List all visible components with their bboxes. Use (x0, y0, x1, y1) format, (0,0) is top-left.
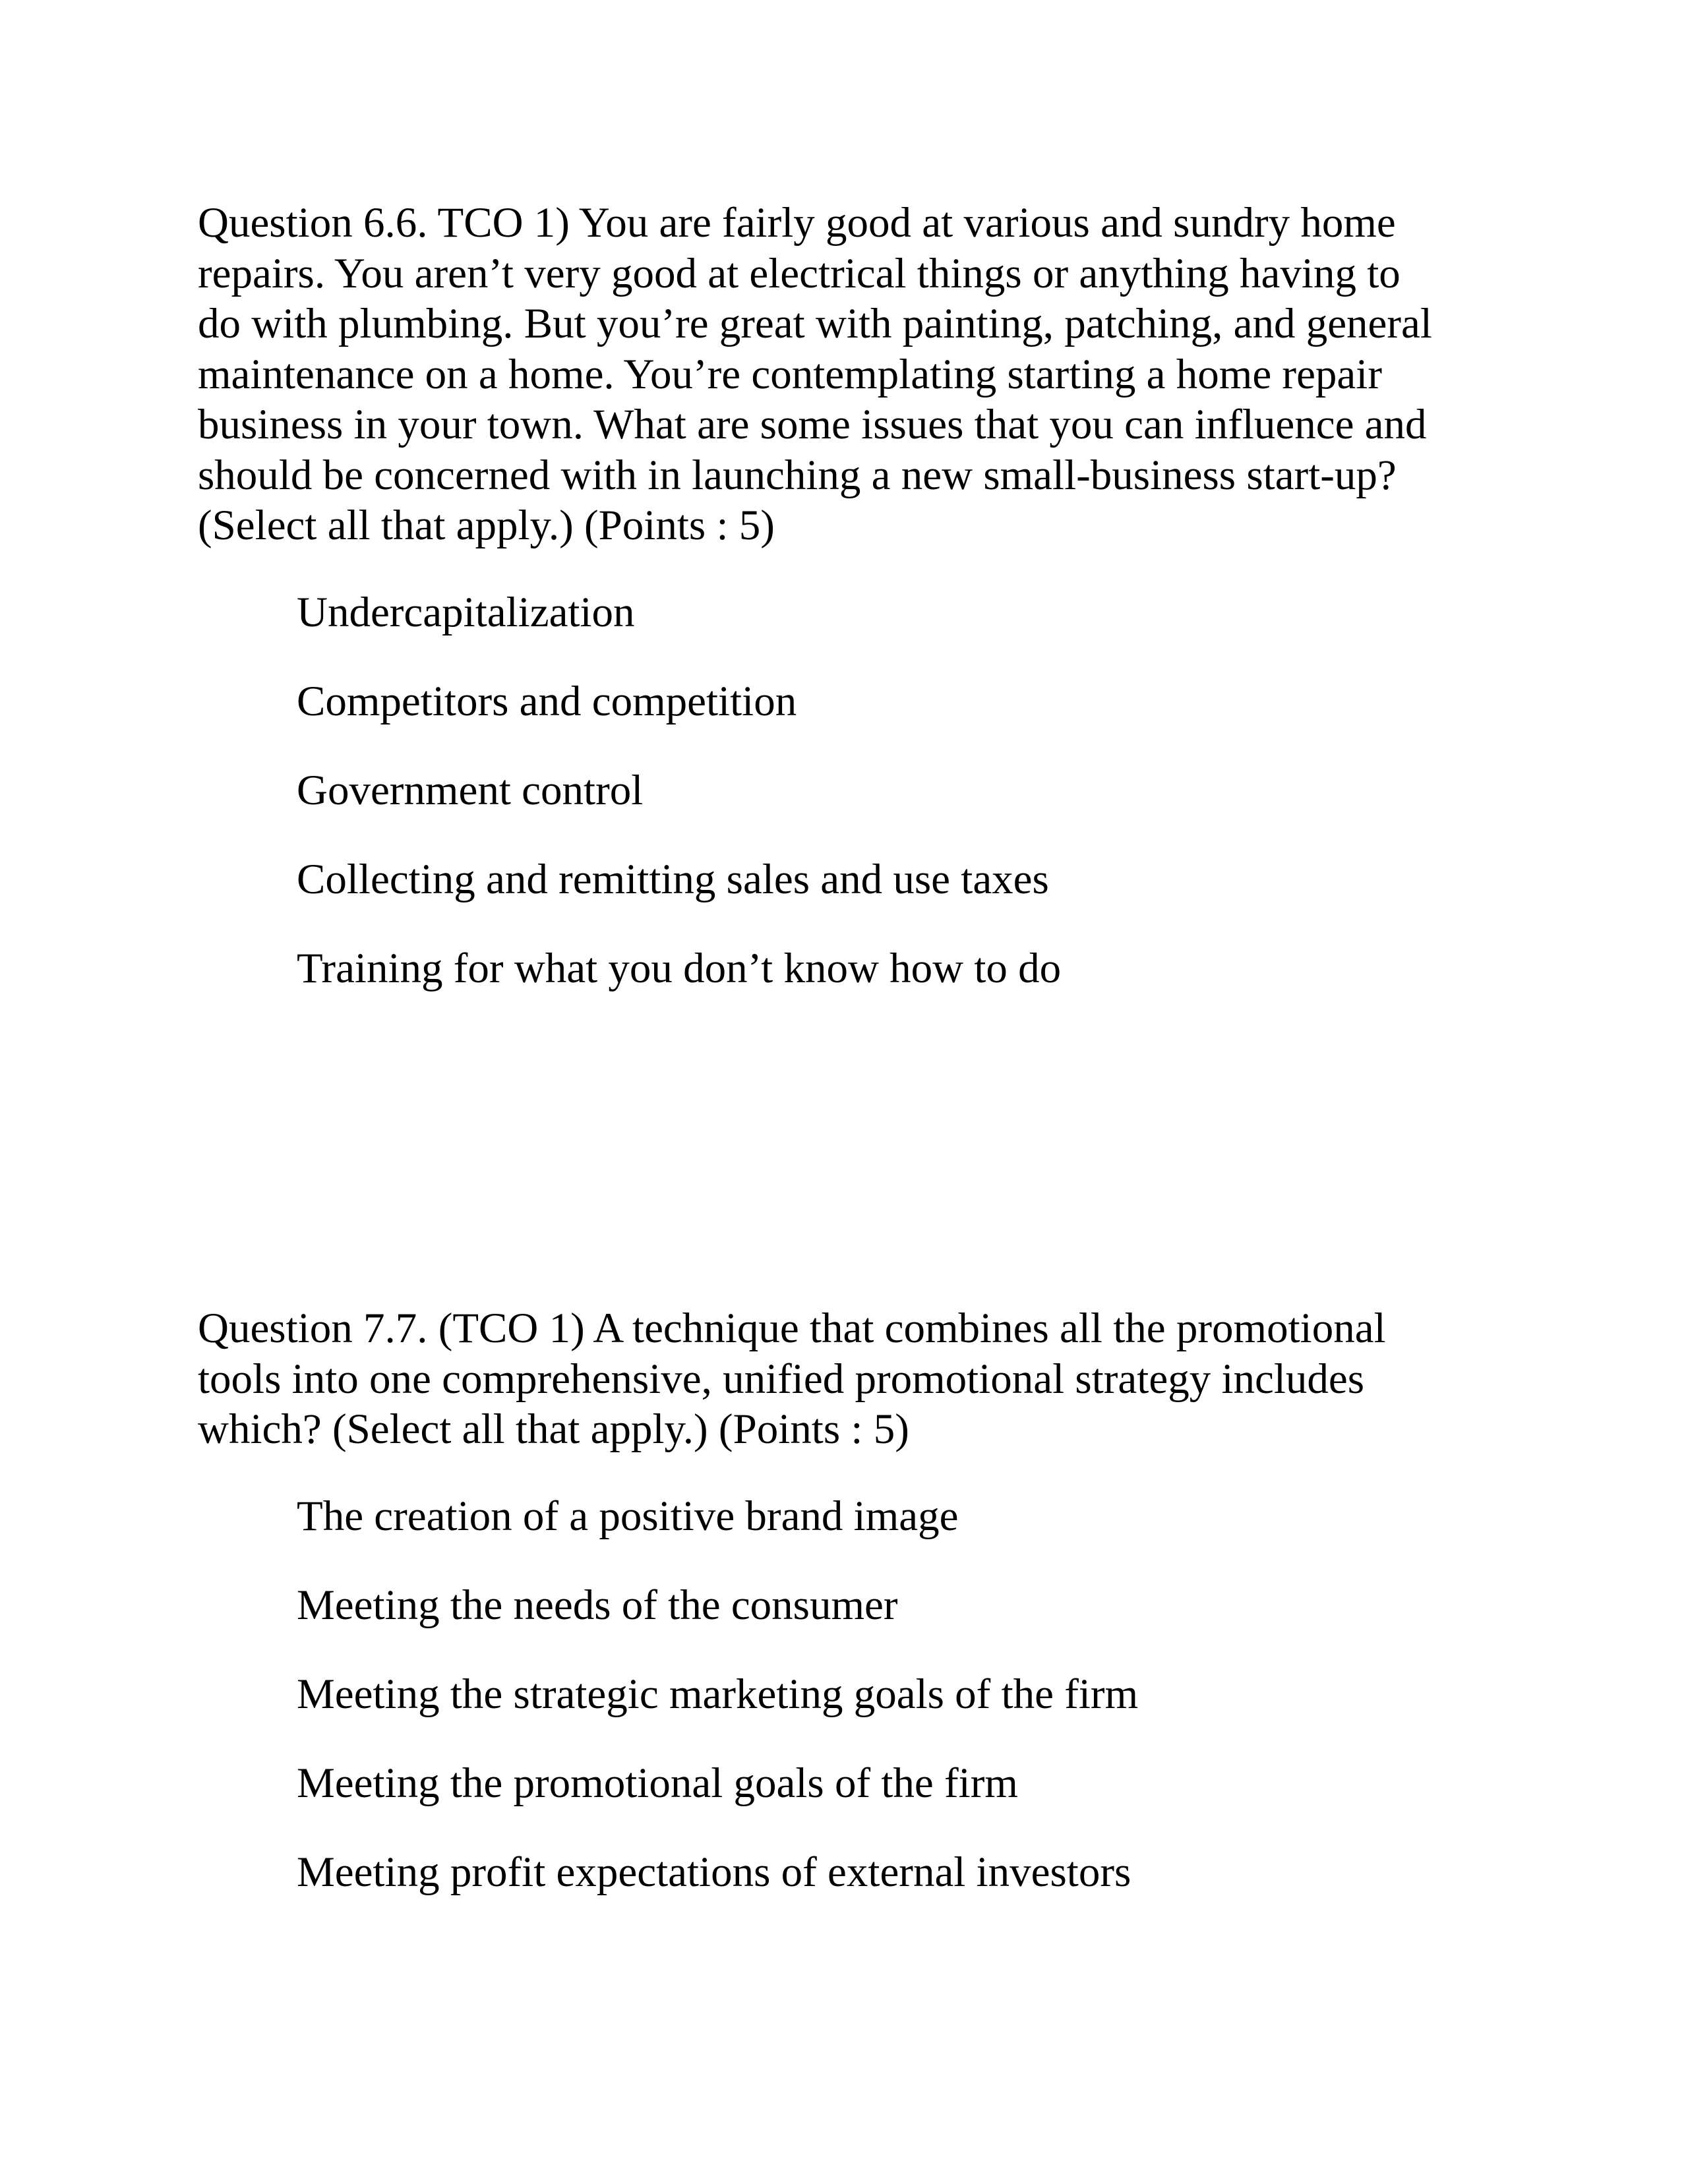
option-government-control: Government control (297, 766, 644, 814)
option-promotional-goals: Meeting the promotional goals of the firm (297, 1759, 1018, 1807)
question-7-7-prompt: Question 7.7. (TCO 1) A technique that combines all the promotional tools into one comprehensive, unified promotional strategy includes which? (Select all that apply.) (Points : 5) (198, 1305, 1386, 1453)
option-undercapitalization: Undercapitalization (297, 588, 635, 636)
option-sales-and-use-taxes: Collecting and remitting sales and use taxes (297, 855, 1049, 903)
question-6-6-prompt: Question 6.6. TCO 1) You are fairly good at various and sundry home repairs. You aren’t very good at electrical things or anything having to do with plumbing. But you’re great with painting, patching, and general maintenance on a home. You’re contemplating starting a home repair business in your town. What are some issues that you can influence and should be concerned with in launching a new small-business start-up? (Select all that apply.) (Points : 5) (198, 199, 1432, 549)
question-6-6 (198, 198, 1490, 993)
question-6-6-options (198, 587, 1490, 993)
option-competitors-and-competition: Competitors and competition (297, 677, 797, 725)
option-profit-expectations: Meeting profit expectations of external investors (297, 1848, 1131, 1896)
question-7-7 (198, 1303, 1490, 1897)
option-training: Training for what you don’t know how to do (297, 944, 1062, 992)
question-7-7-options (198, 1491, 1490, 1897)
option-strategic-marketing-goals: Meeting the strategic marketing goals of the firm (297, 1670, 1139, 1718)
option-consumer-needs: Meeting the needs of the consumer (297, 1581, 898, 1629)
option-positive-brand-image: The creation of a positive brand image (297, 1492, 959, 1540)
